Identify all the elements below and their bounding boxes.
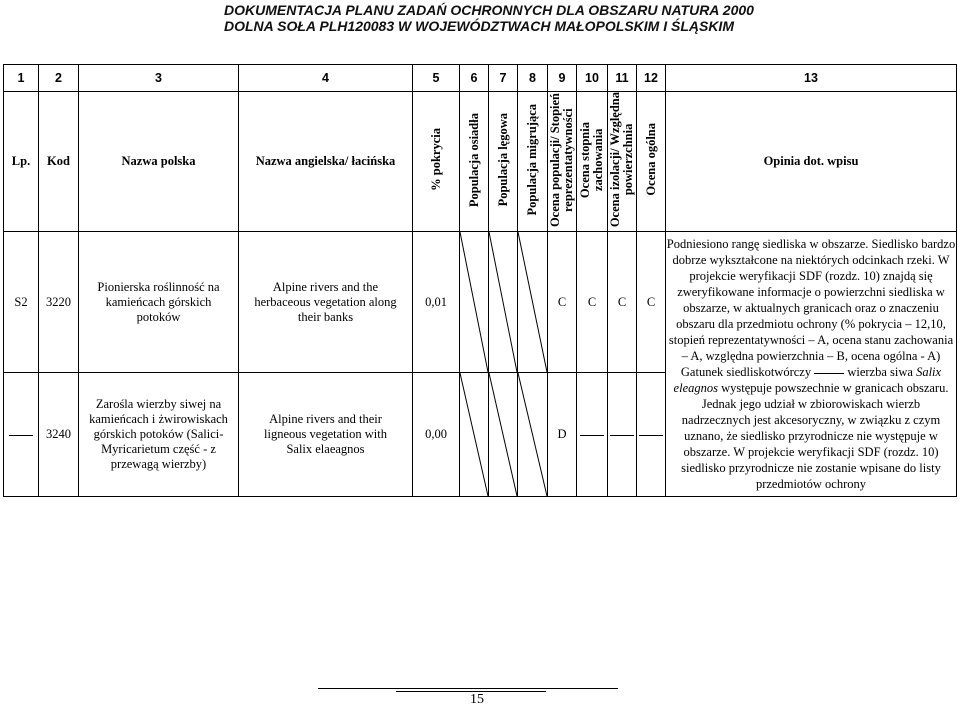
column-number: 6 — [460, 65, 489, 92]
column-number: 3 — [79, 65, 239, 92]
row-ocena-populacji: C — [548, 232, 577, 373]
dash — [814, 373, 844, 374]
column-number: 2 — [39, 65, 79, 92]
header-ocena-ogolna-text: Ocena ogólna — [643, 123, 658, 196]
header-ocena-populacji — [548, 92, 577, 232]
diagonal-line — [518, 373, 547, 496]
opinia-p2-a: Gatunek siedliskotwórczy — [680, 365, 812, 380]
row-ocena-populacji: D — [548, 373, 577, 497]
row-ocena-izolacji-dash — [608, 373, 637, 497]
row-pokrycia: 0,00 — [413, 373, 460, 497]
header-line-2: DOLNA SOŁA PLH120083 W WOJEWÓDZTWACH MAŁOPOLSKIM I ŚLĄSKIM — [224, 18, 734, 34]
header-ocena-izolacji — [608, 92, 637, 232]
header-osiadla — [460, 92, 489, 232]
header-ocena-stopnia-l2: zachowania — [591, 128, 605, 191]
row-osiadla-na — [460, 232, 489, 373]
header-migrujaca-text: Populacja migrująca — [525, 103, 539, 216]
header-nazwa-angielska: Nazwa angielska/ łacińska — [239, 92, 413, 232]
row-ocena-stopnia-dash — [577, 373, 608, 497]
column-number: 11 — [608, 65, 637, 92]
page-number: 15 — [470, 692, 484, 707]
header-legowa — [489, 92, 518, 232]
row-nazwa-polska: Pionierska roślinność na kamieńcach górskich potoków — [79, 232, 239, 373]
row-kod: 3220 — [39, 232, 79, 373]
opinia-paragraph-1: Podniesiono rangę siedliska w obszarze. Siedlisko bardzo dobrze wykształcone na niektórych odcinkach rzeki. W projekcie weryfikacji SDF (rozdz. 10) znajdą się zweryfikowane informacje o powierzchni siedliska w obszarze, w aktualnych granicach oraz o znaczeniu obszaru dla przedmiotu ochrony (% pokrycia – 12,10, stopień reprezentatywności – A, ocena stanu zachowania – A, względna powierzchnia – B, ocena ogólna - A) — [666, 237, 956, 364]
row-ocena-ogolna-dash — [637, 373, 666, 497]
row-lp-dash — [4, 373, 39, 497]
diagonal-line — [518, 232, 547, 372]
opinia-p2-b: wierzba siwa — [847, 365, 913, 380]
header-ocena-populacji-l2: reprezentatywności — [561, 107, 575, 212]
opinia-p2-latin: Salix eleagnos — [673, 365, 942, 396]
column-number: 9 — [548, 65, 577, 92]
header-ocena-populacji-text — [549, 93, 575, 227]
header-lp: Lp. — [4, 92, 39, 232]
header-kod: Kod — [39, 92, 79, 232]
column-number: 4 — [239, 65, 413, 92]
row-nazwa-polska: Zarośla wierzby siwej na kamieńcach i żwirowiskach górskich potoków (Salici-Myricarietum część - z przewagą wierzby) — [79, 373, 239, 497]
header-opinia: Opinia dot. wpisu — [666, 92, 957, 232]
row-nazwa-angielska: Alpine rivers and the herbaceous vegetation along their banks — [239, 232, 413, 373]
header-migrujaca — [518, 92, 548, 232]
header-pokrycia — [413, 92, 460, 232]
row-ocena-stopnia: C — [577, 232, 608, 373]
column-number: 10 — [577, 65, 608, 92]
header-legowa-text: Populacja lęgowa — [495, 112, 510, 207]
diagonal-line — [460, 373, 488, 496]
header-pokrycia-text: % pokrycia — [428, 128, 443, 192]
column-number-row — [4, 65, 957, 92]
header-ocena-stopnia-text — [579, 122, 605, 198]
header-ocena-stopnia — [577, 92, 608, 232]
column-header-row — [4, 92, 957, 232]
header-line-1: DOKUMENTACJA PLANU ZADAŃ OCHRONNYCH DLA OBSZARU NATURA 2000 — [224, 2, 754, 18]
dash — [580, 435, 604, 436]
header-ocena-ogolna — [637, 92, 666, 232]
habitat-table — [3, 64, 957, 497]
column-number: 12 — [637, 65, 666, 92]
dash — [9, 435, 33, 436]
header-ocena-stopnia-l1: Ocena stopnia — [578, 121, 592, 198]
header-ocena-populacji-l1: Ocena populacji/ Stopień — [548, 92, 562, 227]
row-ocena-izolacji: C — [608, 232, 637, 373]
header-ocena-izolacji-text — [609, 92, 635, 227]
dash — [639, 435, 663, 436]
row-migrujaca-na — [518, 232, 548, 373]
diagonal-line — [489, 373, 517, 496]
header-nazwa-polska: Nazwa polska — [79, 92, 239, 232]
column-number: 1 — [4, 65, 39, 92]
row-osiadla-na — [460, 373, 489, 497]
row-migrujaca-na — [518, 373, 548, 497]
column-number: 8 — [518, 65, 548, 92]
dash — [610, 435, 634, 436]
column-number: 13 — [666, 65, 957, 92]
document-header — [224, 2, 754, 34]
opinia-paragraph-2 — [666, 364, 956, 492]
opinia-cell — [666, 232, 957, 497]
opinia-p2-d: występuje powszechnie w granicach obszaru. Jednak jego udział w zbiorowiskach wierzb nadrzecznych jest akcesoryczny, w związku z czym uznano, że siedlisko przyrodnicze nie występuje w obszarze. W projekcie weryfikacji SDF (rozdz. 10) siedlisko przyrodnicze nie zostanie wpisane do listy przedmiotów ochrony — [681, 381, 949, 492]
column-number: 5 — [413, 65, 460, 92]
row-pokrycia: 0,01 — [413, 232, 460, 373]
row-lp: S2 — [4, 232, 39, 373]
row-nazwa-angielska: Alpine rivers and their ligneous vegetation with Salix elaeagnos — [239, 373, 413, 497]
row-kod: 3240 — [39, 373, 79, 497]
header-ocena-izolacji-l1: Ocena izolacji/ Względna — [608, 92, 622, 228]
header-ocena-izolacji-l2: powierzchnia — [621, 123, 635, 196]
row-legowa-na — [489, 232, 518, 373]
row-legowa-na — [489, 373, 518, 497]
column-number: 7 — [489, 65, 518, 92]
diagonal-line — [489, 232, 517, 372]
table-row — [4, 232, 957, 373]
diagonal-line — [460, 232, 488, 372]
footer-rule — [318, 688, 618, 689]
row-ocena-ogolna: C — [637, 232, 666, 373]
header-osiadla-text: Populacja osiadła — [466, 112, 481, 207]
